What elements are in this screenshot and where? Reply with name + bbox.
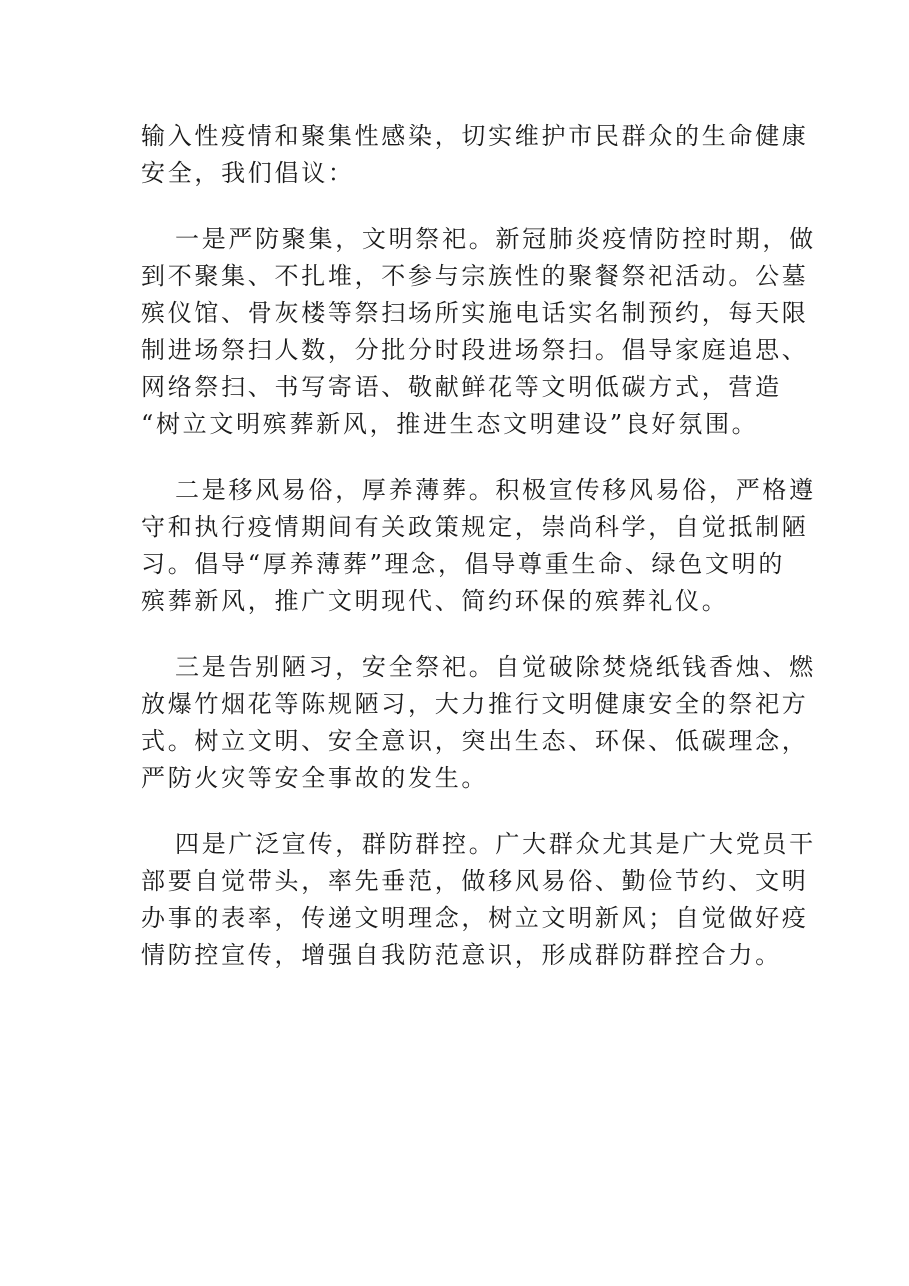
- text-line: 二是移风易俗，厚养薄葬。积极宣传移风易俗，严格遵: [175, 476, 816, 504]
- text-line: 式。树立文明、安全意识，突出生态、环保、低碳理念，: [141, 727, 809, 755]
- text-line: 到不聚集、不扎堆，不参与宗族性的聚餐祭祀活动。公墓: [141, 262, 809, 290]
- text-line: 守和执行疫情期间有关政策规定，崇尚科学，自觉抵制陋: [141, 513, 809, 541]
- paragraph-intro: [141, 118, 809, 192]
- text-line: “树立文明殡葬新风，推进生态文明建设”良好氛围。: [141, 410, 759, 438]
- text-line: 网络祭扫、书写寄语、敬献鲜花等文明低碳方式，营造: [141, 373, 782, 401]
- paragraph-4: [141, 826, 816, 974]
- text-line: 制进场祭扫人数，分批分时段进场祭扫。倡导家庭追思、: [141, 336, 809, 364]
- text-line: 习。倡导“厚养薄葬”理念，倡导尊重生命、绿色文明的: [141, 550, 786, 578]
- text-line: 四是广泛宣传，群防群控。广大群众尤其是广大党员干: [175, 830, 816, 858]
- text-line: 部要自觉带头，率先垂范，做移风易俗、勤俭节约、文明: [141, 867, 809, 895]
- text-line: 办事的表率，传递文明理念，树立文明新风；自觉做好疫: [141, 904, 809, 932]
- text-line: 安全，我们倡议：: [141, 159, 355, 187]
- paragraph-2: [141, 472, 816, 620]
- paragraph-1: [141, 221, 816, 443]
- document-body: [141, 118, 816, 1003]
- text-line: 输入性疫情和聚集性感染，切实维护市民群众的生命健康: [141, 122, 809, 150]
- text-line: 一是严防聚集，文明祭祀。新冠肺炎疫情防控时期，做: [175, 225, 816, 253]
- text-line: 严防火灾等安全事故的发生。: [141, 764, 489, 792]
- text-line: 殡葬新风，推广文明现代、简约环保的殡葬礼仪。: [141, 587, 729, 615]
- text-line: 殡仪馆、骨灰楼等祭扫场所实施电话实名制预约，每天限: [141, 299, 809, 327]
- paragraph-3: [141, 649, 816, 797]
- text-line: 情防控宣传，增强自我防范意识，形成群防群控合力。: [141, 941, 782, 969]
- text-line: 三是告别陋习，安全祭祀。自觉破除焚烧纸钱香烛、燃: [175, 653, 816, 681]
- text-line: 放爆竹烟花等陈规陋习，大力推行文明健康安全的祭祀方: [141, 690, 809, 718]
